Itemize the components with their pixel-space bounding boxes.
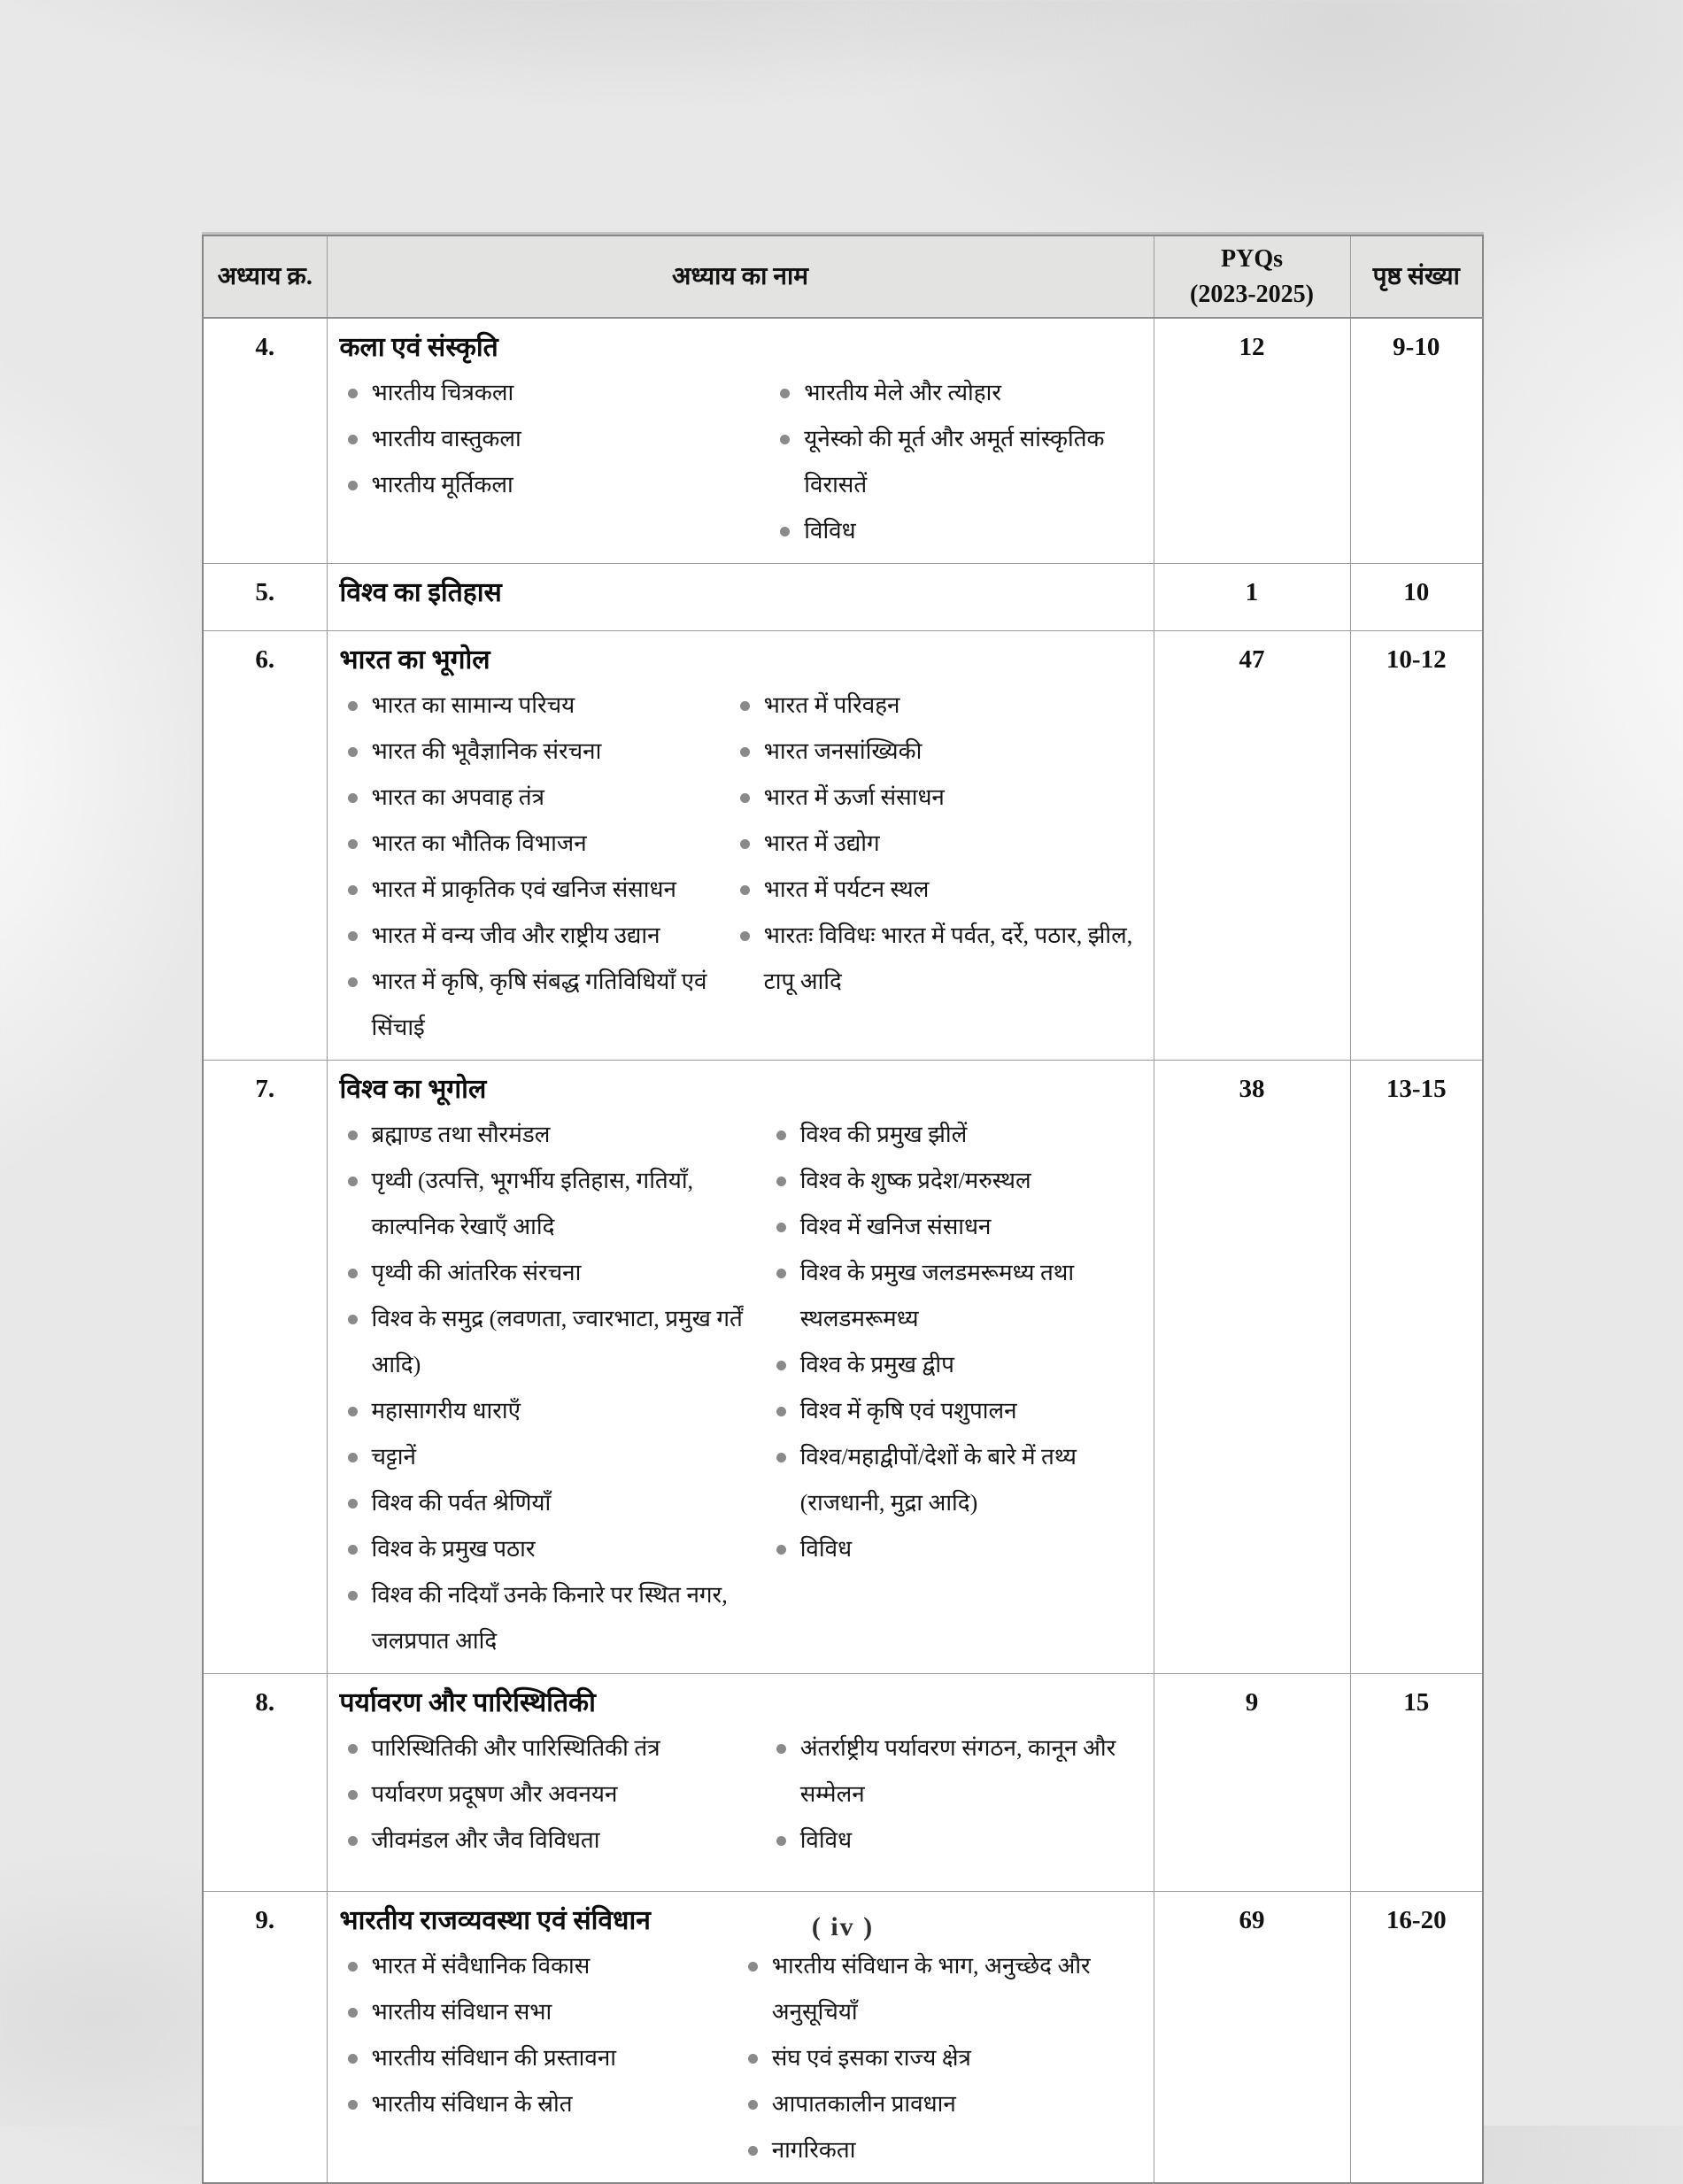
chapter-name-cell <box>327 631 1154 1061</box>
chapter-row-4 <box>203 318 1483 564</box>
subtopic-item: भारत में वन्य जीव और राष्ट्रीय उद्यान <box>340 913 720 959</box>
bullet-icon <box>348 435 358 444</box>
subtopic-item: विश्व के प्रमुख पठार <box>340 1526 756 1572</box>
subtopics-columns <box>340 370 1148 554</box>
bullet-icon <box>740 747 750 757</box>
bullet-icon <box>348 1453 358 1462</box>
page-range: 9-10 <box>1350 318 1483 564</box>
subtopic-item: पारिस्थितिकी और पारिस्थितिकी तंत्र <box>340 1725 756 1771</box>
subtopic-item: भारत का अपवाह तंत्र <box>340 775 720 821</box>
subtopic-item: विश्व के समुद्र (लवणता, ज्वारभाटा, प्रमुख गर्तें आदि) <box>340 1296 756 1388</box>
subtopic-item: भारत की भूवैज्ञानिक संरचना <box>340 729 720 775</box>
subtopic-item: भारत में उद्योग <box>732 821 1148 867</box>
pyq-count: 38 <box>1154 1061 1350 1674</box>
pyq-count: 47 <box>1154 631 1350 1061</box>
bullet-icon <box>776 1361 786 1370</box>
header-pyqs-line2: (2023-2025) <box>1190 280 1314 308</box>
bullet-icon <box>348 885 358 895</box>
header-pyqs-line1: PYQs <box>1221 244 1283 273</box>
bullet-icon <box>780 435 790 444</box>
bullet-icon <box>348 1407 358 1416</box>
page-range: 10 <box>1350 564 1483 631</box>
bullet-icon <box>348 2100 358 2110</box>
subtopic-item: विश्व में कृषि एवं पशुपालन <box>768 1388 1148 1434</box>
subtopic-item: भारतीय संविधान के भाग, अनुच्छेद और अनुसूचियाँ <box>740 1943 1148 2035</box>
bullet-icon <box>780 389 790 398</box>
bullet-icon <box>348 2008 358 2018</box>
bullet-icon <box>348 1545 358 1555</box>
subtopic-item: विश्व की नदियाँ उनके किनारे पर स्थित नगर, जलप्रपात आदि <box>340 1572 756 1664</box>
bullet-icon <box>748 1962 758 1972</box>
subtopic-item: भारत का भौतिक विभाजन <box>340 821 720 867</box>
subtopic-item: भारत का सामान्य परिचय <box>340 683 720 729</box>
bullet-icon <box>348 1499 358 1509</box>
subtopic-item: यूनेस्को की मूर्त और अमूर्त सांस्कृतिक विरासतें <box>772 416 1147 508</box>
table-of-contents <box>202 235 1484 2184</box>
bullet-icon <box>348 747 358 757</box>
chapter-title: भारत का भूगोल <box>339 645 490 675</box>
bullet-icon <box>348 2054 358 2064</box>
subtopic-item: भारतीय संविधान की प्रस्तावना <box>340 2035 728 2081</box>
subtopic-item: भारत में परिवहन <box>732 683 1148 729</box>
bullet-icon <box>748 2146 758 2156</box>
subtopic-item: विश्व के प्रमुख जलडमरूमध्य तथा स्थलडमरूमध्य <box>768 1250 1148 1342</box>
subtopic-item: भारतीय वास्तुकला <box>340 416 760 462</box>
header-pyqs <box>1154 235 1350 318</box>
chapter-number: 5. <box>203 564 327 631</box>
subtopic-item: विश्व में खनिज संसाधन <box>768 1204 1148 1250</box>
subtopics-left-column <box>340 370 760 508</box>
subtopic-item: भारत जनसांख्यिकी <box>732 729 1148 775</box>
chapter-title: भारतीय राजव्यवस्था एवं संविधान <box>339 1906 651 1935</box>
bullet-icon <box>748 2100 758 2110</box>
bullet-icon <box>348 1744 358 1754</box>
subtopic-item: भारत में कृषि, कृषि संबद्ध गतिविधियाँ एवं सिंचाई <box>340 959 720 1051</box>
bullet-icon <box>740 885 750 895</box>
subtopic-item: पर्यावरण प्रदूषण और अवनयन <box>340 1771 756 1817</box>
subtopic-item: विश्व/महाद्वीपों/देशों के बारे में तथ्य (राजधानी, मुद्रा आदि) <box>768 1434 1148 1526</box>
chapter-name-cell <box>327 1674 1154 1892</box>
subtopic-item: भारतीय मूर्तिकला <box>340 462 760 508</box>
subtopic-item: भारत में संवैधानिक विकास <box>340 1943 728 1989</box>
subtopic-item: संघ एवं इसका राज्य क्षेत्र <box>740 2035 1148 2081</box>
bullet-icon <box>776 1836 786 1846</box>
subtopics-right-column <box>772 370 1147 554</box>
subtopic-item: विश्व के प्रमुख द्वीप <box>768 1342 1148 1388</box>
bullet-icon <box>776 1177 786 1186</box>
bullet-icon <box>348 1269 358 1278</box>
chapter-title: विश्व का भूगोल <box>339 1075 487 1104</box>
bullet-icon <box>776 1744 786 1754</box>
subtopic-item: पृथ्वी (उत्पत्ति, भूगर्भीय इतिहास, गतियाँ, काल्पनिक रेखाएँ आदि <box>340 1158 756 1250</box>
bullet-icon <box>348 931 358 941</box>
subtopics-left-column <box>340 1943 728 2127</box>
page-number-footer: ( iv ) <box>811 1912 875 1941</box>
chapter-number: 8. <box>203 1674 327 1892</box>
bullet-icon <box>348 793 358 803</box>
chapter-row-8 <box>203 1674 1483 1892</box>
subtopics-left-column <box>340 683 720 1051</box>
bullet-icon <box>740 839 750 849</box>
subtopics-right-column <box>740 1943 1148 2173</box>
bullet-icon <box>348 1591 358 1601</box>
chapter-number: 4. <box>203 318 327 564</box>
subtopic-item: ब्रह्माण्ड तथा सौरमंडल <box>340 1112 756 1158</box>
chapter-title: कला एवं संस्कृति <box>339 333 498 362</box>
subtopic-item: अंतर्राष्ट्रीय पर्यावरण संगठन, कानून और सम्मेलन <box>768 1725 1148 1817</box>
subtopic-item: भारतीय चित्रकला <box>340 370 760 416</box>
subtopic-item: भारत में प्राकृतिक एवं खनिज संसाधन <box>340 867 720 913</box>
subtopic-item: विश्व की प्रमुख झीलें <box>768 1112 1148 1158</box>
chapter-row-7 <box>203 1061 1483 1674</box>
chapter-number: 6. <box>203 631 327 1061</box>
pyq-count: 9 <box>1154 1674 1350 1892</box>
subtopic-item: विश्व के शुष्क प्रदेश/मरुस्थल <box>768 1158 1148 1204</box>
subtopics-right-column <box>768 1112 1148 1572</box>
subtopic-item: भारतः विविधः भारत में पर्वत, दर्रे, पठार, झील, टापू आदि <box>732 913 1148 1005</box>
toc-table <box>202 235 1484 2184</box>
subtopics-columns <box>340 1112 1148 1664</box>
chapter-name-cell <box>327 1061 1154 1674</box>
chapter-title: पर्यावरण और पारिस्थितिकी <box>339 1688 596 1717</box>
subtopics-right-column <box>732 683 1148 1005</box>
toc-table-body <box>203 318 1483 2183</box>
subtopic-item: विविध <box>768 1526 1148 1572</box>
subtopic-item: भारत में पर्यटन स्थल <box>732 867 1148 913</box>
bullet-icon <box>348 481 358 490</box>
subtopics-left-column <box>340 1725 756 1864</box>
pyq-count: 1 <box>1154 564 1350 631</box>
subtopic-item: महासागरीय धाराएँ <box>340 1388 756 1434</box>
chapter-name-cell <box>327 318 1154 564</box>
bullet-icon <box>348 1962 358 1972</box>
subtopic-item: पृथ्वी की आंतरिक संरचना <box>340 1250 756 1296</box>
chapter-name-cell <box>327 564 1154 631</box>
subtopic-item: विश्व की पर्वत श्रेणियाँ <box>340 1480 756 1526</box>
bullet-icon <box>348 839 358 849</box>
bullet-icon <box>348 977 358 987</box>
chapter-row-6 <box>203 631 1483 1061</box>
page-range: 15 <box>1350 1674 1483 1892</box>
bullet-icon <box>776 1131 786 1140</box>
subtopic-item: जीवमंडल और जैव विविधता <box>340 1817 756 1864</box>
pyq-count: 69 <box>1154 1892 1350 2184</box>
bullet-icon <box>348 1836 358 1846</box>
header-chapter-name: अध्याय का नाम <box>327 235 1154 318</box>
page-range: 10-12 <box>1350 631 1483 1061</box>
page-range: 16-20 <box>1350 1892 1483 2184</box>
bullet-icon <box>740 701 750 711</box>
bullet-icon <box>348 1790 358 1800</box>
subtopic-item: भारतीय संविधान सभा <box>340 1989 728 2035</box>
subtopic-item: नागरिकता <box>740 2127 1148 2173</box>
pyq-count: 12 <box>1154 318 1350 564</box>
bullet-icon <box>348 1177 358 1186</box>
subtopics-columns <box>340 1725 1148 1864</box>
chapter-number: 7. <box>203 1061 327 1674</box>
bullet-icon <box>348 1131 358 1140</box>
chapter-row-5 <box>203 564 1483 631</box>
bullet-icon <box>348 389 358 398</box>
subtopic-item: चट्टानें <box>340 1434 756 1480</box>
subtopic-item: भारत में ऊर्जा संसाधन <box>732 775 1148 821</box>
bullet-icon <box>776 1269 786 1278</box>
subtopics-right-column <box>768 1725 1148 1864</box>
subtopic-item: भारतीय मेले और त्योहार <box>772 370 1147 416</box>
header-page-no: पृष्ठ संख्या <box>1350 235 1483 318</box>
subtopic-item: विविध <box>772 508 1147 554</box>
bullet-icon <box>776 1453 786 1462</box>
subtopics-columns <box>340 683 1148 1051</box>
page-range: 13-15 <box>1350 1061 1483 1674</box>
bullet-icon <box>748 2054 758 2064</box>
bullet-icon <box>776 1545 786 1555</box>
chapter-number: 9. <box>203 1892 327 2184</box>
bullet-icon <box>348 1315 358 1324</box>
bullet-icon <box>740 793 750 803</box>
subtopic-item: भारतीय संविधान के स्रोत <box>340 2081 728 2127</box>
header-chapter-no: अध्याय क्र. <box>203 235 327 318</box>
subtopics-columns <box>340 1943 1148 2173</box>
bullet-icon <box>740 931 750 941</box>
subtopic-item: विविध <box>768 1817 1148 1864</box>
header-row <box>203 235 1483 318</box>
subtopics-left-column <box>340 1112 756 1664</box>
bullet-icon <box>348 701 358 711</box>
subtopic-item: आपातकालीन प्रावधान <box>740 2081 1148 2127</box>
bullet-icon <box>776 1407 786 1416</box>
chapter-title: विश्व का इतिहास <box>339 578 502 607</box>
bullet-icon <box>776 1223 786 1232</box>
bullet-icon <box>780 527 790 536</box>
